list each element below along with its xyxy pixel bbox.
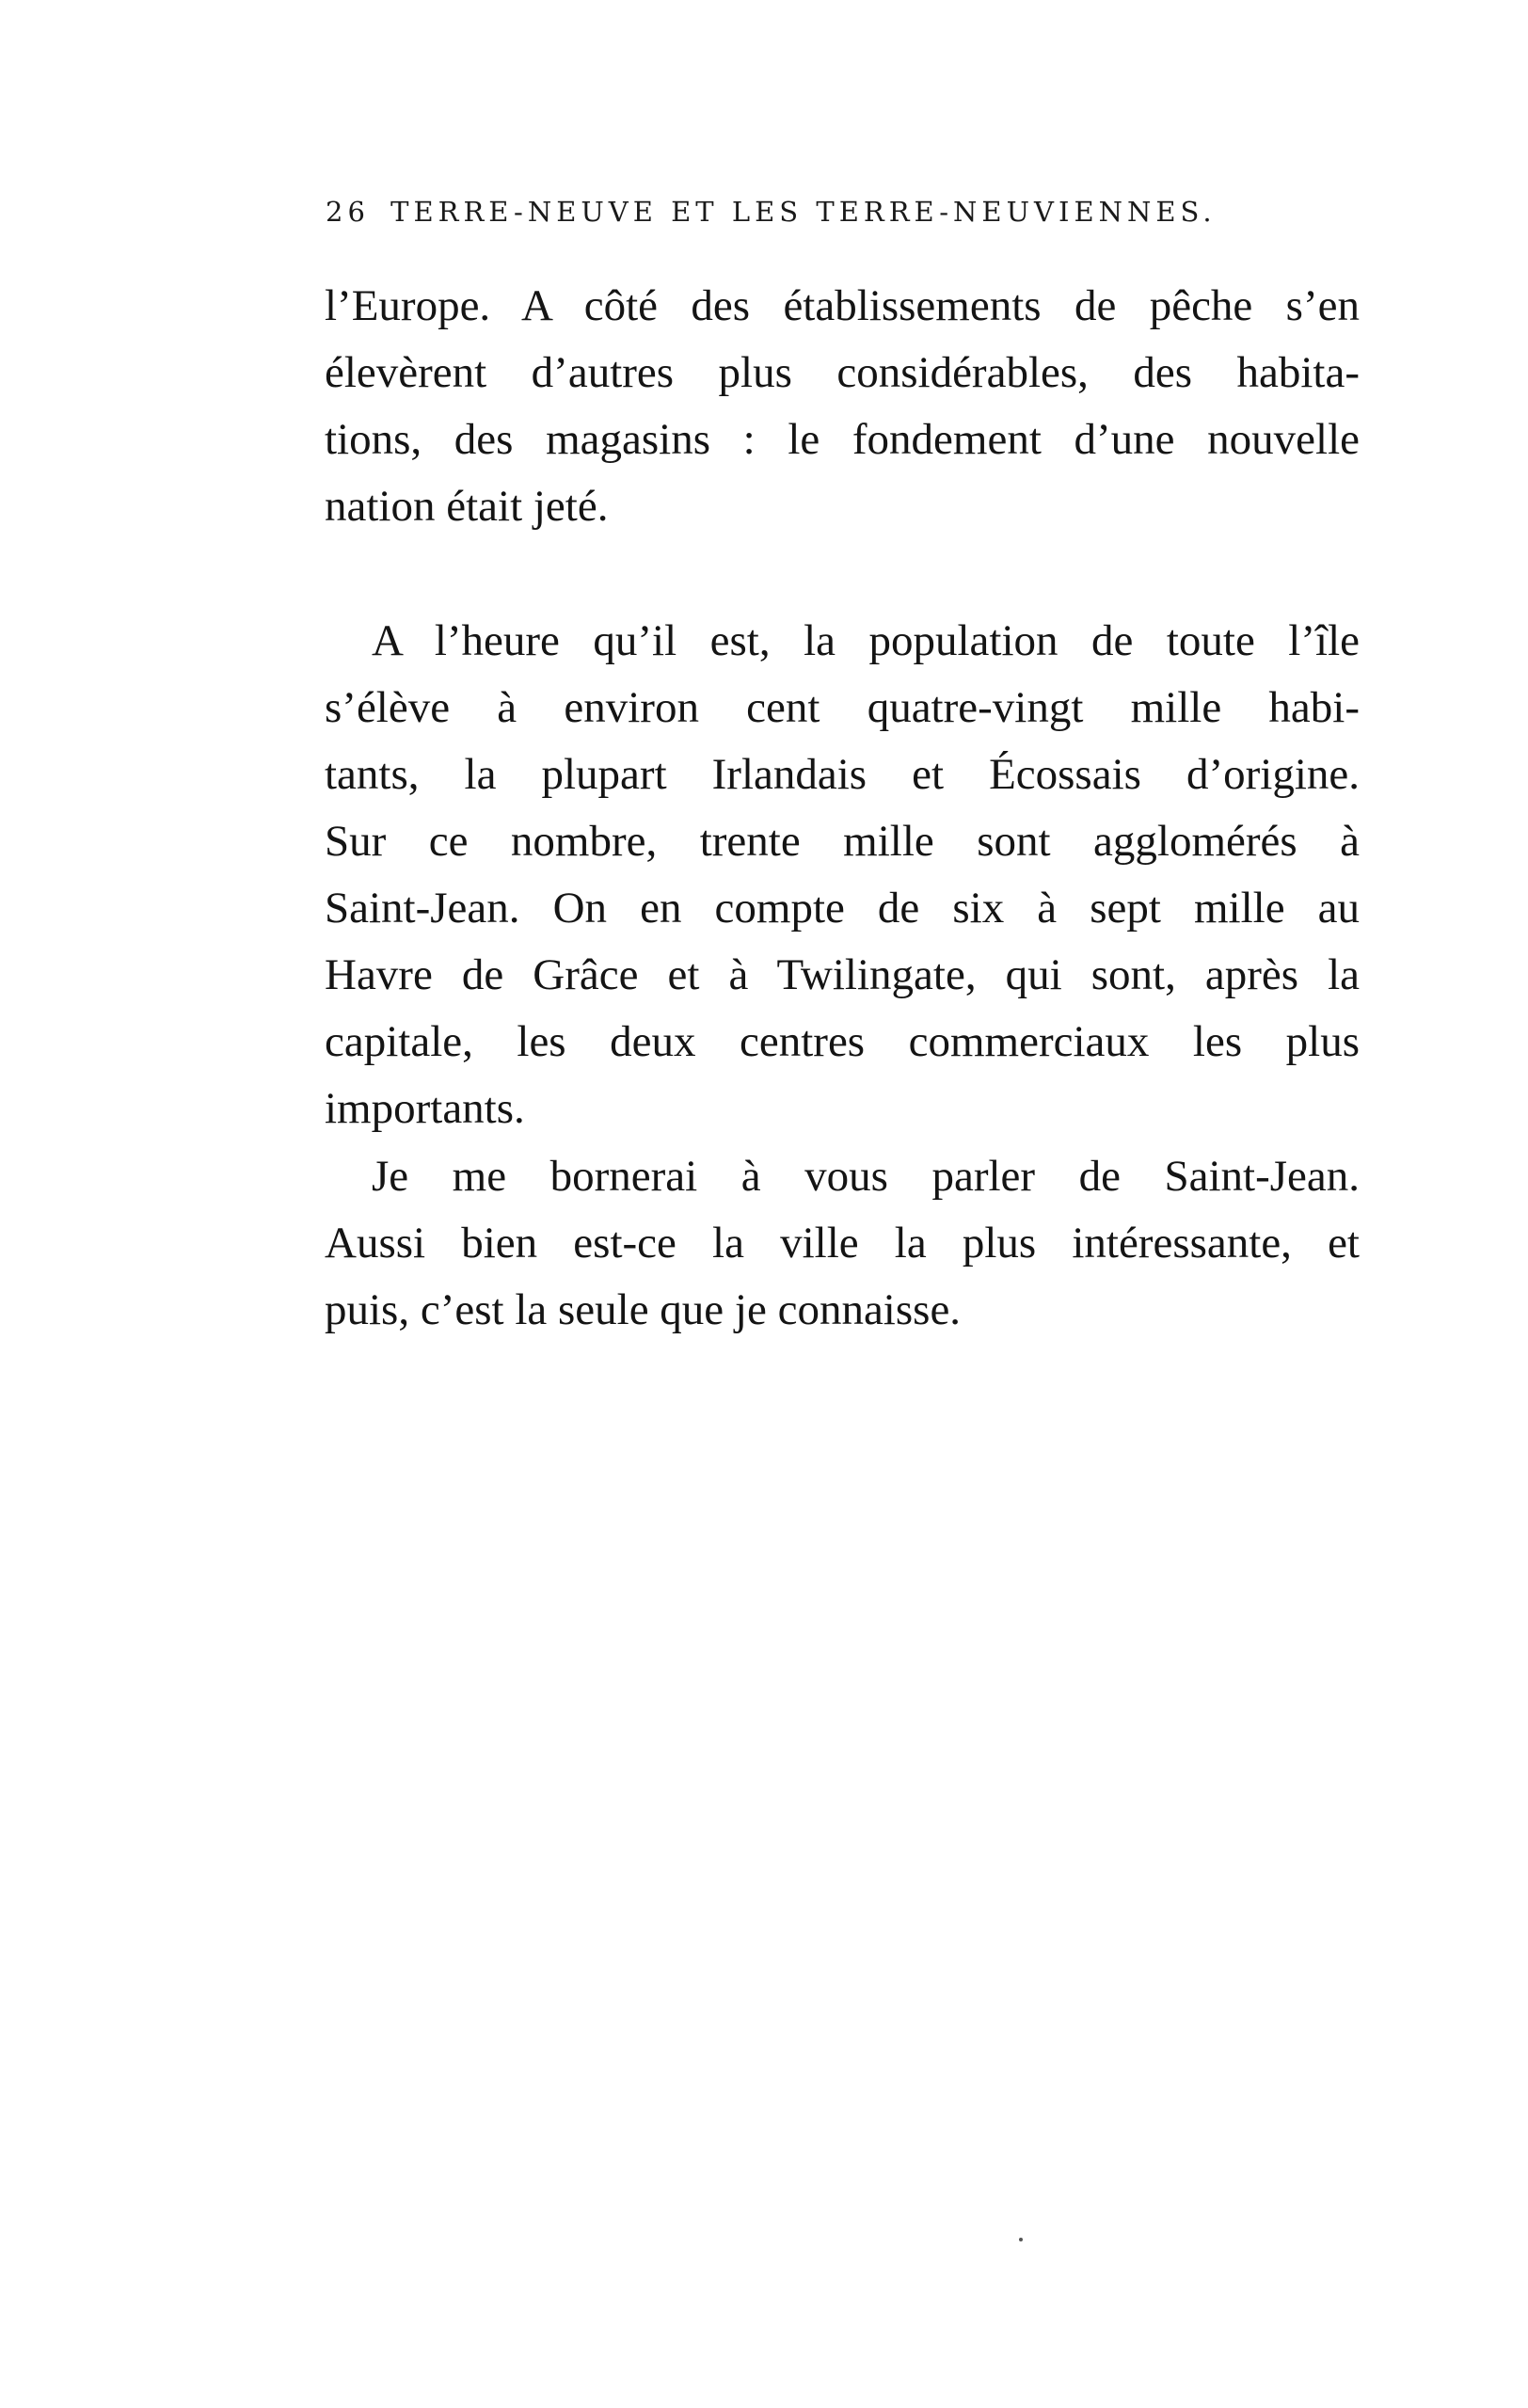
paragraph-2 bbox=[325, 608, 1360, 1142]
text-line: importants. bbox=[325, 1084, 525, 1133]
text-line: tants, la plupart Irlandais et Écossais d’origine. bbox=[325, 750, 1360, 799]
text-line: nation était jeté. bbox=[325, 482, 609, 531]
text-line: l’Europe. A côté des établissements de pêche s’en bbox=[325, 281, 1360, 330]
text-line: capitale, les deux centres commerciaux les plus bbox=[325, 1017, 1360, 1066]
page-number: 26 bbox=[326, 196, 370, 228]
text-line: puis, c’est la seule que je connaisse. bbox=[325, 1285, 962, 1334]
running-title: TERRE-NEUVE ET LES TERRE-NEUVIENNES. bbox=[390, 196, 1217, 228]
paragraph-3 bbox=[325, 1143, 1360, 1344]
text-line: élevèrent d’autres plus considérables, des habita- bbox=[325, 348, 1360, 397]
text-line: A l’heure qu’il est, la population de toute l’île bbox=[372, 616, 1360, 665]
paper-speck bbox=[1019, 2238, 1023, 2241]
text-line: s’élève à environ cent quatre-vingt mille habi- bbox=[325, 683, 1360, 732]
running-head bbox=[326, 196, 1351, 228]
text-line: Sur ce nombre, trente mille sont agglomérés à bbox=[325, 817, 1360, 866]
text-line: Saint-Jean. On en compte de six à sept mille au bbox=[325, 884, 1360, 933]
text-line: Havre de Grâce et à Twilingate, qui sont, après la bbox=[325, 950, 1360, 999]
paragraph-1 bbox=[325, 273, 1360, 540]
text-line: Je me bornerai à vous parler de Saint-Jean. bbox=[372, 1152, 1360, 1201]
text-line: Aussi bien est-ce la ville la plus intéressante, et bbox=[325, 1219, 1360, 1268]
text-line: tions, des magasins : le fondement d’une nouvelle bbox=[325, 415, 1360, 464]
